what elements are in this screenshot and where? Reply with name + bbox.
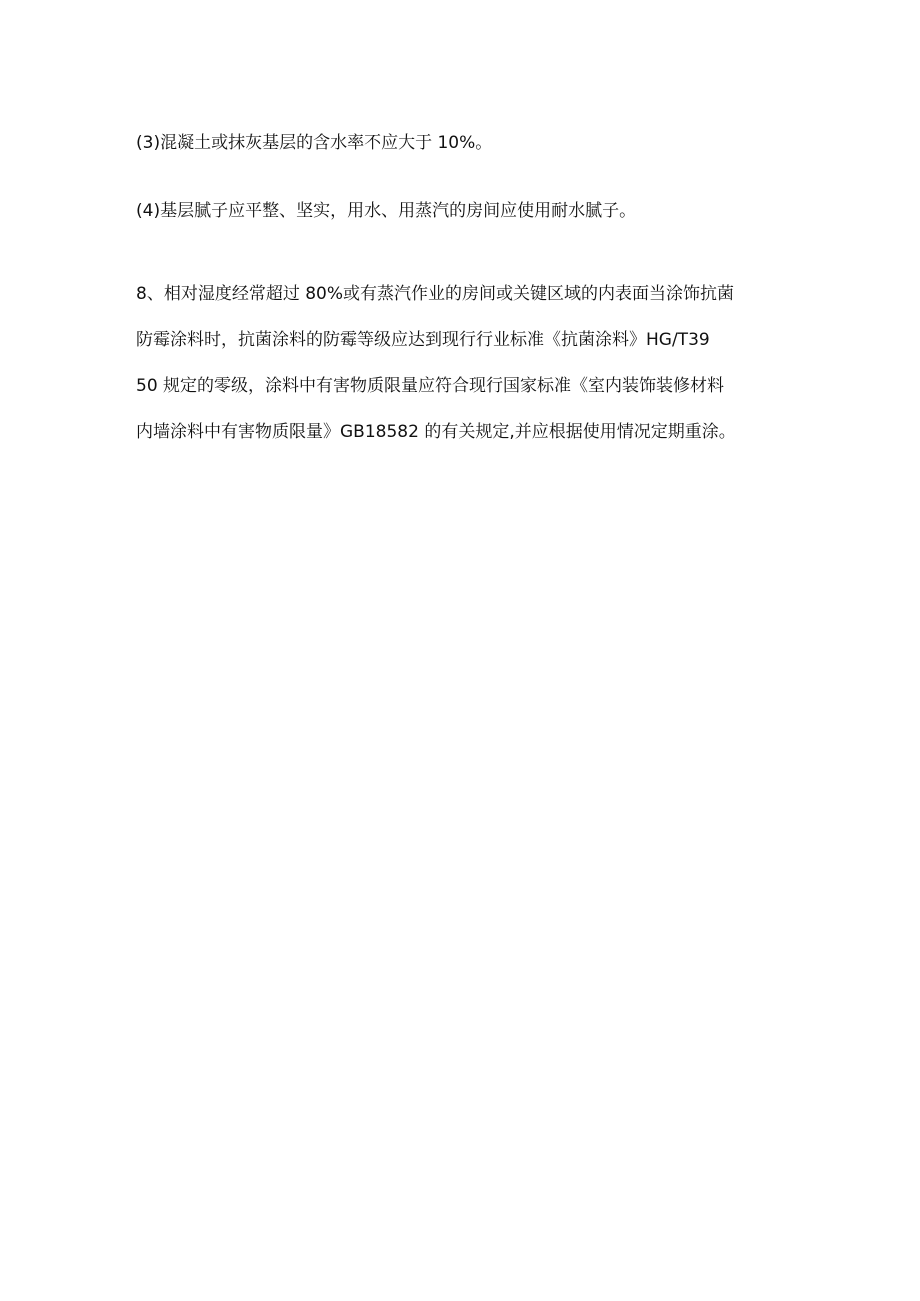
item-3-text: (3)混凝土或抹灰基层的含水率不应大于 10%。	[136, 133, 493, 153]
item-4-text: (4)基层腻子应平整、坚实，用水、用蒸汽的房间应使用耐水腻子。	[136, 201, 637, 221]
section-8-line: 内墙涂料中有害物质限量》GB18582 的有关规定,并应根据使用情况定期重涂。	[136, 422, 736, 442]
section-8-line: 50 规定的零级，涂料中有害物质限量应符合现行国家标准《室内装饰装修材料	[136, 376, 725, 396]
section-8-line: 8、相对湿度经常超过 80%或有蒸汽作业的房间或关键区域的内表面当涂饰抗菌	[136, 284, 735, 304]
section-8-line: 防霉涂料时，抗菌涂料的防霉等级应达到现行行业标准《抗菌涂料》HG/T39	[136, 330, 710, 350]
